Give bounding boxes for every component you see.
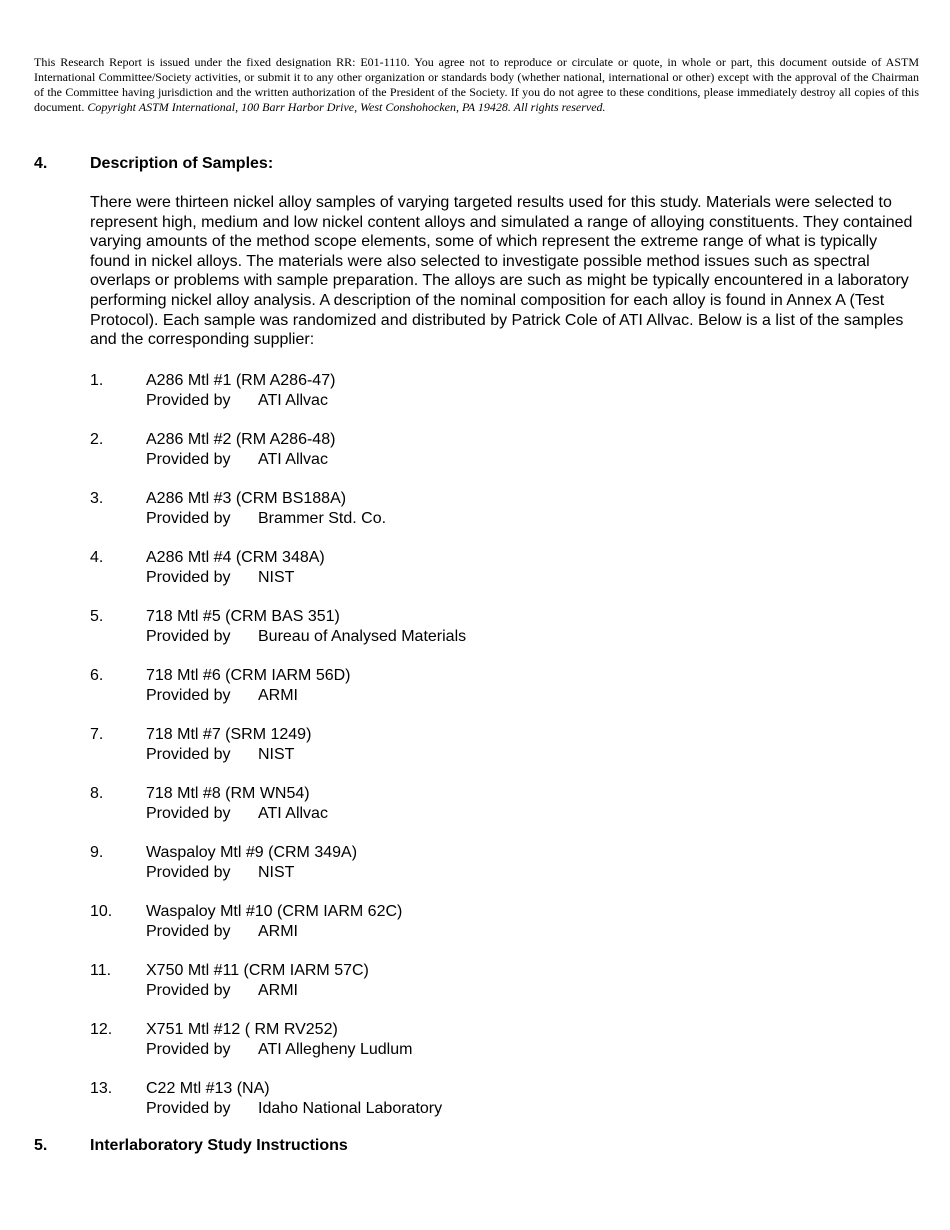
sample-number: 4. (90, 549, 104, 566)
supplier-name: Idaho National Laboratory (258, 1100, 443, 1117)
copyright-notice (34, 55, 919, 115)
notice-text: This Research Report is issued under the fixed designation RR: E01-1110. You agree not to reproduce or circulate or quote, in whole or part, this document outside of ASTM International Committee/Society activities, or submit it to any other organization or standards body (whether national, international or other) except with the approval of the Chairman of the Committee having jurisdiction and the written authorization of the President of the Society. If you do not agree to these conditions, please immediately destroy all copies of this document. (34, 55, 919, 114)
supplier-name: ARMI (258, 923, 298, 940)
sample-number: 2. (90, 431, 104, 448)
sample-number: 8. (90, 785, 104, 802)
sample-name: A286 Mtl #2 (RM A286-48) (146, 431, 336, 448)
provided-by-label: Provided by (146, 392, 231, 409)
sample-number: 7. (90, 726, 104, 743)
sample-item (90, 666, 351, 706)
provided-by-label: Provided by (146, 1041, 231, 1058)
supplier-name: ARMI (258, 687, 298, 704)
sample-item (90, 371, 335, 411)
supplier-name: ATI Allvac (258, 392, 328, 409)
sample-number: 12. (90, 1021, 113, 1038)
supplier-line (90, 981, 369, 1001)
provided-by-label: Provided by (146, 864, 231, 881)
supplier-name: ATI Allvac (258, 451, 328, 468)
supplier-line (90, 450, 335, 470)
sample-number: 10. (90, 903, 113, 920)
supplier-name: ARMI (258, 982, 298, 999)
sample-item (90, 1079, 442, 1119)
sample-name: X751 Mtl #12 ( RM RV252) (146, 1021, 338, 1038)
sample-number: 5. (90, 608, 104, 625)
sample-item (90, 607, 466, 647)
supplier-name: NIST (258, 864, 295, 881)
sample-item (90, 430, 335, 470)
supplier-name: Bureau of Analysed Materials (258, 628, 467, 645)
sample-line (90, 725, 311, 745)
supplier-line (90, 568, 325, 588)
provided-by-label: Provided by (146, 805, 231, 822)
supplier-line (90, 745, 311, 765)
sample-item (90, 548, 325, 588)
sample-line (90, 666, 351, 686)
sample-line (90, 784, 328, 804)
section-4-number: 4. (34, 155, 48, 172)
sample-name: 718 Mtl #6 (CRM IARM 56D) (146, 667, 351, 684)
sample-item (90, 843, 357, 883)
sample-line (90, 607, 466, 627)
section-5-heading (34, 1137, 348, 1155)
sample-name: Waspaloy Mtl #9 (CRM 349A) (146, 844, 358, 861)
supplier-name: Brammer Std. Co. (258, 510, 387, 527)
sample-line (90, 489, 386, 509)
copyright-line: Copyright ASTM International, 100 Barr Harbor Drive, West Conshohocken, PA 19428. All rights reserved. (87, 100, 606, 114)
supplier-name: ATI Allvac (258, 805, 328, 822)
supplier-line (90, 627, 466, 647)
provided-by-label: Provided by (146, 628, 231, 645)
supplier-name: NIST (258, 569, 295, 586)
sample-item (90, 784, 328, 824)
provided-by-label: Provided by (146, 687, 231, 704)
description-paragraph: There were thirteen nickel alloy samples of varying targeted results used for this study. Materials were selected to represent high, medium and low nickel content alloys and simulated a range of alloying constituents. They contained varying amounts of the method scope elements, some of which represent the extreme range of what is typically found in nickel alloys. The materials were also selected to investigate possible method issues such as spectral overlaps or problems with sample preparation. The alloys are such as might be typically encountered in a laboratory performing nickel alloy analysis. A description of the nominal composition for each alloy is found in Annex A (Test Protocol). Each sample was randomized and distributed by Patrick Cole of ATI Allvac. Below is a list of the samples and the corresponding supplier: (90, 194, 913, 349)
supplier-name: ATI Allegheny Ludlum (258, 1041, 413, 1058)
sample-line (90, 1079, 442, 1099)
section-4-title: Description of Samples: (90, 155, 274, 172)
provided-by-label: Provided by (146, 746, 231, 763)
sample-number: 6. (90, 667, 104, 684)
provided-by-label: Provided by (146, 510, 231, 527)
sample-line (90, 843, 357, 863)
sample-item (90, 961, 369, 1001)
supplier-line (90, 391, 335, 411)
supplier-line (90, 686, 351, 706)
supplier-line (90, 1040, 412, 1060)
sample-line (90, 430, 335, 450)
sample-number: 1. (90, 372, 104, 389)
supplier-line (90, 863, 357, 883)
sample-number: 9. (90, 844, 104, 861)
sample-line (90, 961, 369, 981)
sample-line (90, 1020, 412, 1040)
sample-item (90, 725, 311, 765)
sample-name: 718 Mtl #8 (RM WN54) (146, 785, 310, 802)
sample-number: 3. (90, 490, 104, 507)
sample-line (90, 902, 402, 922)
sample-line (90, 548, 325, 568)
sample-line (90, 371, 335, 391)
sample-name: 718 Mtl #7 (SRM 1249) (146, 726, 312, 743)
sample-name: Waspaloy Mtl #10 (CRM IARM 62C) (146, 903, 403, 920)
sample-number: 13. (90, 1080, 113, 1097)
sample-number: 11. (90, 962, 112, 979)
provided-by-label: Provided by (146, 451, 231, 468)
sample-name: A286 Mtl #4 (CRM 348A) (146, 549, 325, 566)
supplier-line (90, 922, 402, 942)
sample-item (90, 1020, 412, 1060)
provided-by-label: Provided by (146, 1100, 231, 1117)
sample-name: A286 Mtl #1 (RM A286-47) (146, 372, 336, 389)
sample-item (90, 902, 402, 942)
sample-name: 718 Mtl #5 (CRM BAS 351) (146, 608, 340, 625)
sample-name: X750 Mtl #11 (CRM IARM 57C) (146, 962, 369, 979)
supplier-name: NIST (258, 746, 295, 763)
section-4-heading (34, 155, 273, 173)
sample-name: A286 Mtl #3 (CRM BS188A) (146, 490, 347, 507)
provided-by-label: Provided by (146, 569, 231, 586)
section-5-number: 5. (34, 1137, 48, 1154)
provided-by-label: Provided by (146, 982, 231, 999)
provided-by-label: Provided by (146, 923, 231, 940)
section-5-title: Interlaboratory Study Instructions (90, 1137, 348, 1154)
sample-item (90, 489, 386, 529)
sample-name: C22 Mtl #13 (NA) (146, 1080, 270, 1097)
supplier-line (90, 509, 386, 529)
supplier-line (90, 804, 328, 824)
supplier-line (90, 1099, 442, 1119)
